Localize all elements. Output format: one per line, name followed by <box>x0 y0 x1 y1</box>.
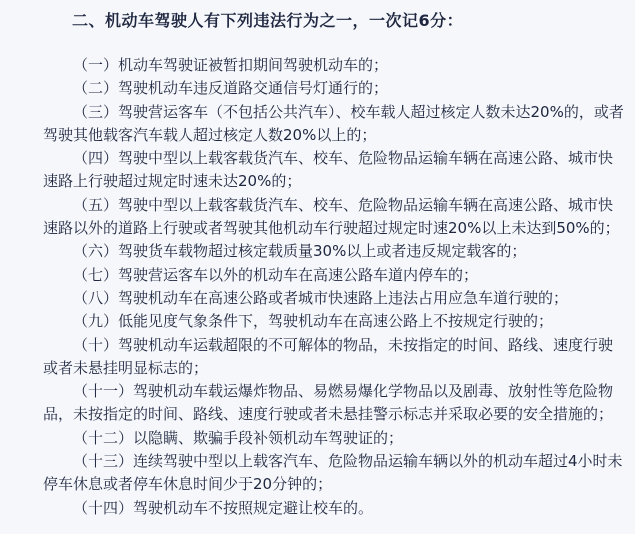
violation-item: （二）驾驶机动车违反道路交通信号灯通行的； <box>73 79 389 98</box>
violation-item: （八）驾驶机动车在高速公路或者城市快速路上违法占用应急车道行驶的； <box>73 288 569 307</box>
violation-item: （一）机动车驾驶证被暂扣期间驾驶机动车的； <box>73 56 389 74</box>
section-heading: 二、机动车驾驶人有下列违法行为之一，一次记6分： <box>72 11 464 30</box>
violation-item: （四）驾驶中型以上载客载货汽车、校车、危险物品运输车辆在高速公路、城市快速路上行驶超过规定时速未达20%的； <box>43 149 614 191</box>
violation-item: （十）驾驶机动车运载超限的不可解体的物品，未按指定的时间、路线、速度行驶或者未悬挂明显标志的； <box>43 335 614 377</box>
violation-item: （十三）连续驾驶中型以上载客汽车、危险物品运输车辆以外的机动车超过4小时未停车休息或者停车休息时间少于20分钟的； <box>43 452 623 494</box>
violation-item: （六）驾驶货车载物超过核定载质量30%以上或者违反规定载客的； <box>73 242 527 261</box>
violation-item: （三）驾驶营运客车（不包括公共汽车）、校车载人超过核定人数未达20%的，或者驾驶其他载客汽车载人超过核定人数20%以上的； <box>43 102 624 144</box>
violation-item: （七）驾驶营运客车以外的机动车在高速公路车道内停车的； <box>73 265 479 284</box>
violation-item: （十一）驾驶机动车载运爆炸物品、易燃易爆化学物品以及剧毒、放射性等危险物品，未按指定的时间、路线、速度行驶或者未悬挂警示标志并采取必要的安全措施的； <box>43 382 614 424</box>
violation-list <box>43 54 627 520</box>
violation-item: （十二）以隐瞒、欺骗手段补领机动车驾驶证的； <box>73 428 404 447</box>
violation-item: （十四）驾驶机动车不按照规定避让校车的。 <box>73 498 374 517</box>
violation-item: （九）低能见度气象条件下，驾驶机动车在高速公路上不按规定行驶的； <box>73 312 554 331</box>
violation-item: （五）驾驶中型以上载客载货汽车、校车、危险物品运输车辆在高速公路、城市快速路以外的道路上行驶或者驾驶其他机动车行驶超过规定时速20%以上未达到50%的； <box>43 195 620 238</box>
